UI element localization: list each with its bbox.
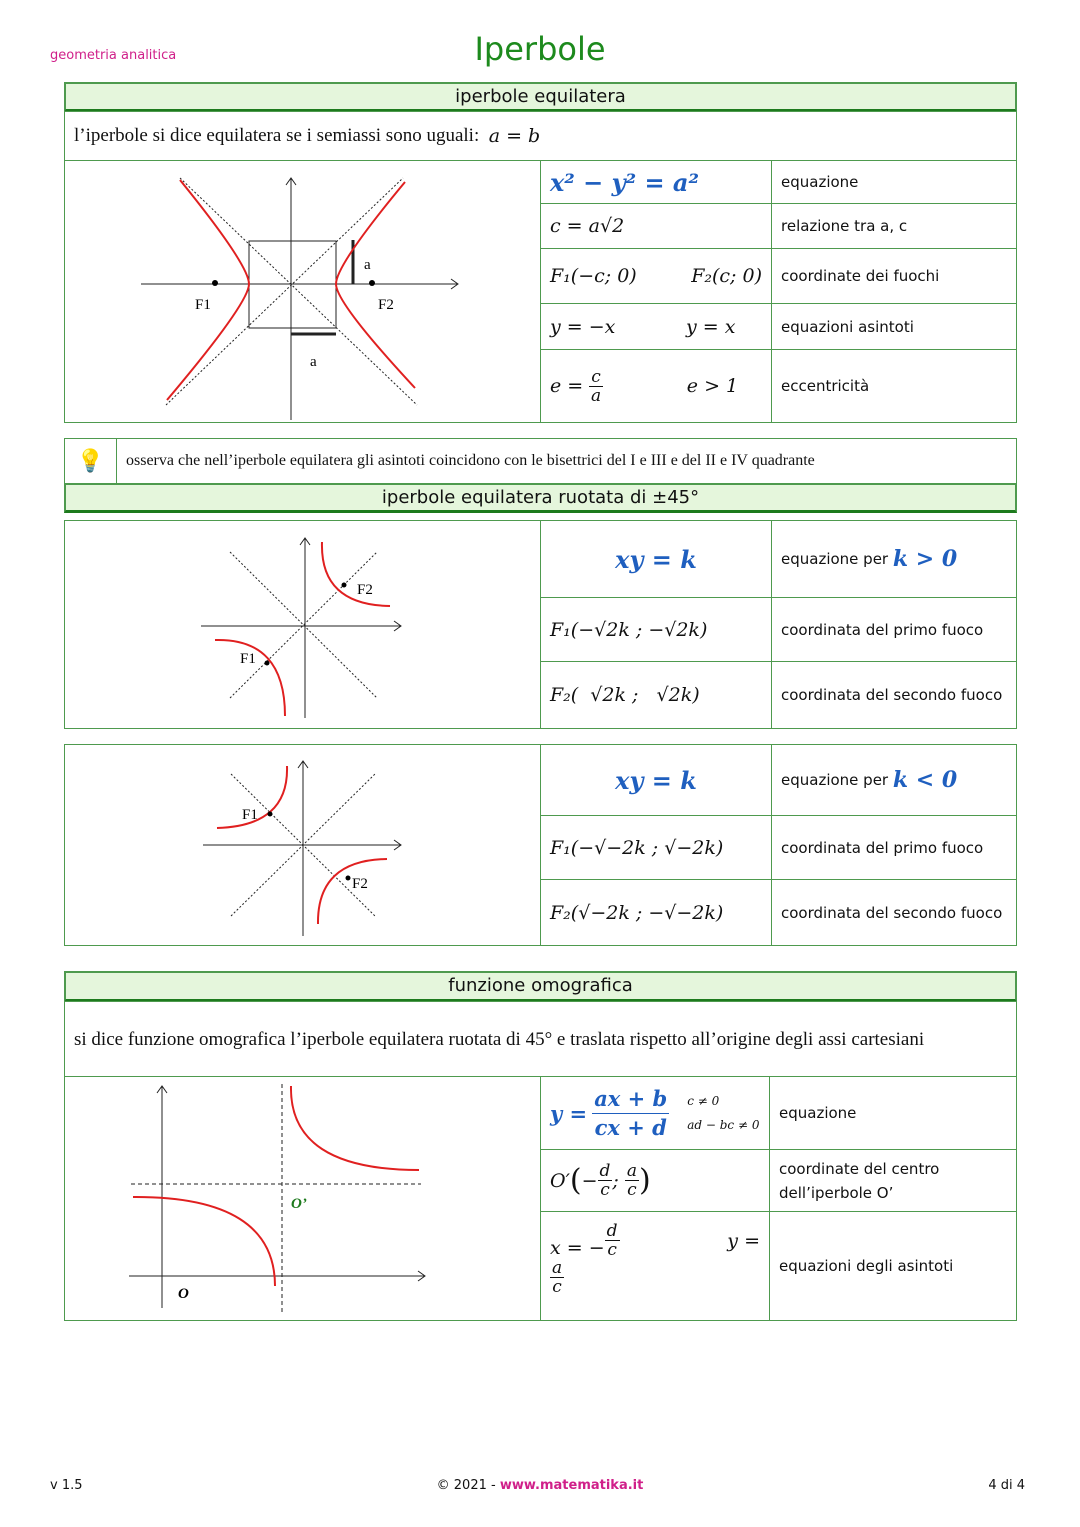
center-n2: a (626, 1161, 638, 1181)
diagram-rotated-negative (64, 744, 541, 946)
desc-eccentricity: eccentricità (771, 349, 1017, 423)
desc-equation: equazione (771, 160, 1017, 204)
page-title: Iperbole (474, 30, 606, 68)
site-link[interactable]: www.matematika.it (499, 1478, 644, 1493)
formula-homographic (540, 1076, 770, 1150)
semiaxis-label-horizontal: a (310, 354, 317, 370)
desc-asymptotes-homographic: equazioni degli asintoti (769, 1211, 1017, 1321)
definition-math: a = b (488, 125, 541, 147)
asym-num: d (606, 1221, 618, 1241)
focus-label-f1: F1 (242, 807, 258, 823)
hyperbola-diagram (65, 160, 540, 423)
formula-center: O′ ( − $\frac{d}{c}$ ; $\frac{a}{c}$ ) (540, 1149, 770, 1212)
diagram-equilateral (64, 160, 541, 423)
formula-xy-k-positive: xy = k (540, 520, 772, 598)
section-title-rotated: iperbole equilatera ruotata di ±45° (64, 483, 1017, 513)
asym-num2: a (552, 1258, 563, 1278)
focus-label-f2: F2 (352, 876, 368, 892)
rotated-positive-diagram (65, 520, 540, 729)
desc-text: equazione per (781, 550, 889, 568)
semiaxis-label-vertical: a (364, 257, 371, 273)
focus-label-f2: F2 (378, 297, 394, 313)
section-title-equilateral: iperbole equilatera (64, 82, 1017, 112)
desc-foci: coordinate dei fuochi (771, 248, 1017, 304)
focus-label-f1: F1 (240, 651, 256, 667)
definition-row (64, 111, 1017, 161)
condition: k > 0 (892, 546, 958, 572)
asymptote-1: y = −x (550, 315, 616, 338)
ecc-lhs: e = (550, 375, 584, 397)
eq-den: cx + d (594, 1114, 667, 1140)
desc-xy-k-positive (771, 520, 1017, 598)
formula-focus-2-negative: F₂(√−2k ; −√−2k) (540, 879, 772, 946)
diagram-rotated-positive (64, 520, 541, 729)
desc-c: relazione tra a, c (771, 203, 1017, 249)
condition: k < 0 (892, 767, 958, 793)
desc-center: coordinate del centro dell’iperbole O’ (769, 1149, 1017, 1212)
focus-2: F₂(c; 0) (691, 265, 762, 287)
homographic-definition: si dice funzione omografica l’iperbole equilatera ruotata di 45° e traslata rispetto all’origine degli assi cartesiani (64, 1001, 1017, 1077)
asym-den: c (607, 1240, 617, 1260)
desc-focus-1-negative: coordinata del primo fuoco (771, 815, 1017, 880)
center-lhs: O′ (550, 1169, 570, 1192)
asym-den2: c (552, 1277, 562, 1297)
formula-equation: x² − y² = a² (540, 160, 772, 204)
desc-homographic: equazione (769, 1076, 1017, 1150)
copyright: © 2021 - (436, 1478, 496, 1493)
focus-1: F₁(−c; 0) (550, 265, 637, 287)
desc-focus-1-positive: coordinata del primo fuoco (771, 597, 1017, 662)
desc-focus-2-negative: coordinata del secondo fuoco (771, 879, 1017, 946)
focus-label-f1: F1 (195, 297, 211, 313)
formula-focus-2-positive: F₂( √2k ; √2k) (540, 661, 772, 729)
asym-lhs: x = − (550, 1237, 605, 1259)
desc-xy-k-negative (771, 744, 1017, 816)
desc-text: equazione per (781, 771, 889, 789)
formula-xy-k-negative: xy = k (540, 744, 772, 816)
ecc-num: c (591, 366, 601, 387)
center-label: O’ (291, 1196, 307, 1212)
diagram-homographic (64, 1076, 541, 1321)
asym-lhs2: y = (727, 1229, 760, 1252)
subject-label: geometria analitica (50, 48, 177, 63)
note-text: osserva che nell’iperbole equilatera gli asintoti coincidono con le bisettrici del I e III e del II e IV quadrante (116, 438, 1017, 484)
rotated-negative-diagram (65, 744, 540, 946)
version: v 1.5 (50, 1478, 83, 1493)
ecc-cond: e > 1 (686, 375, 739, 397)
desc-asymptotes: equazioni asintoti (771, 303, 1017, 350)
center-d1: c (600, 1180, 610, 1200)
desc-focus-2-positive: coordinata del secondo fuoco (771, 661, 1017, 729)
eq-lhs: y = (550, 1100, 588, 1126)
ecc-den: a (590, 385, 602, 406)
homographic-diagram (65, 1076, 540, 1321)
lightbulb-icon: 💡 (64, 438, 117, 484)
formula-eccentricity (540, 349, 772, 423)
formula-focus-1-negative: F₁(−√−2k ; √−2k) (540, 815, 772, 880)
formula-asymptotes (540, 303, 772, 350)
page-number: 4 di 4 (988, 1478, 1025, 1493)
center-n1: d (599, 1161, 611, 1181)
formula-foci (540, 248, 772, 304)
focus-label-f2: F2 (357, 582, 373, 598)
formula-focus-1-positive: F₁(−√2k ; −√2k) (540, 597, 772, 662)
footer-copyright (0, 1478, 1080, 1493)
center-d2: c (627, 1180, 637, 1200)
cond-c: c ≠ 0 (687, 1094, 720, 1108)
cond-det: ad − bc ≠ 0 (687, 1118, 760, 1132)
definition-text: l’iperbole si dice equilatera se i semiassi sono uguali: (74, 125, 480, 146)
eq-num: ax + b (592, 1085, 669, 1114)
origin-label: O (178, 1286, 189, 1302)
asymptote-2: y = x (686, 315, 736, 338)
formula-asymptotes-homographic (540, 1211, 770, 1321)
formula-c: c = a√2 (540, 203, 772, 249)
section-title-homographic: funzione omografica (64, 971, 1017, 1002)
